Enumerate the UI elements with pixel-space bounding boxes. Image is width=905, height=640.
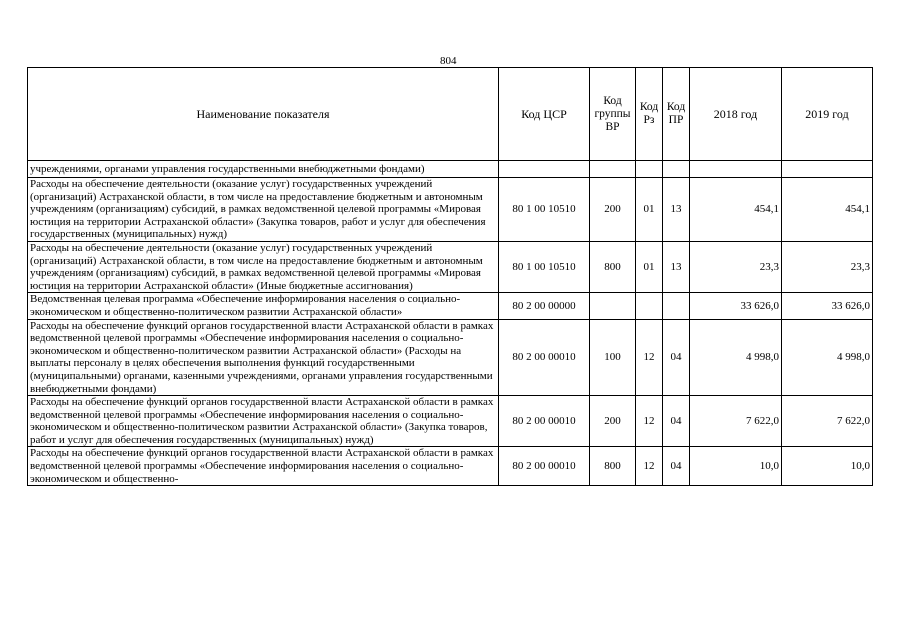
header-pr-code: Код ПР	[663, 68, 690, 161]
row-vr: 200	[590, 178, 636, 242]
row-name: Расходы на обеспечение деятельности (оказание услуг) государственных учреждений (организаций) Астраханской области, в том числе на предоставление бюджетным и автономным учреждениям (организациям) субсидий, в рамках ведомственной целевой программы «Мировая юстиция на территории Астраханской области» (Закупка товаров, работ и услуг для обеспечения государственных (муниципальных) нужд)	[28, 178, 499, 242]
row-rz: 12	[636, 319, 663, 396]
row-name: Ведомственная целевая программа «Обеспечение информирования населения о социально-экономическом и общественно-политическом развитии Астраханской области»	[28, 293, 499, 319]
row-vr	[590, 161, 636, 178]
row-csr: 80 2 00 00010	[499, 396, 590, 447]
row-csr	[499, 161, 590, 178]
row-pr: 13	[663, 241, 690, 292]
row-csr: 80 2 00 00010	[499, 447, 590, 486]
page-number: 804	[440, 55, 457, 67]
header-indicator-name: Наименование показателя	[28, 68, 499, 161]
row-vr: 800	[590, 241, 636, 292]
table-row	[28, 447, 873, 486]
row-2018: 33 626,0	[690, 293, 782, 319]
row-rz: 01	[636, 241, 663, 292]
row-2019: 23,3	[782, 241, 873, 292]
row-rz: 01	[636, 178, 663, 242]
row-2018	[690, 161, 782, 178]
row-2019: 7 622,0	[782, 396, 873, 447]
row-pr: 04	[663, 396, 690, 447]
row-pr	[663, 161, 690, 178]
row-csr: 80 1 00 10510	[499, 241, 590, 292]
row-csr: 80 1 00 10510	[499, 178, 590, 242]
row-2018: 4 998,0	[690, 319, 782, 396]
row-rz: 12	[636, 447, 663, 486]
row-csr: 80 2 00 00010	[499, 319, 590, 396]
row-pr: 13	[663, 178, 690, 242]
header-year-2018: 2018 год	[690, 68, 782, 161]
row-name: Расходы на обеспечение функций органов государственной власти Астраханской области в рамках ведомственной целевой программы «Обеспечение информирования населения о социально-экономическом и общественно-политическом развитии Астраханской области» (Расходы на выплаты персоналу в целях обеспечения выполнения функций государственными (муниципальными) органами, казенными учреждениями, органами управления государственными внебюджетными фондами)	[28, 319, 499, 396]
row-csr: 80 2 00 00000	[499, 293, 590, 319]
table-row	[28, 241, 873, 292]
table-row	[28, 161, 873, 178]
table-row	[28, 396, 873, 447]
row-name: Расходы на обеспечение деятельности (оказание услуг) государственных учреждений (организаций) Астраханской области, в том числе на предоставление бюджетным и автономным учреждениям (организациям) субсидий, в рамках ведомственной целевой программы «Мировая юстиция на территории Астраханской области» (Иные бюджетные ассигнования)	[28, 241, 499, 292]
row-name: Расходы на обеспечение функций органов государственной власти Астраханской области в рамках ведомственной целевой программы «Обеспечение информирования населения о социально-экономическом и общественно-политическом развитии Астраханской области» (Закупка товаров, работ и услуг для обеспечения государственных (муниципальных) нужд)	[28, 396, 499, 447]
row-vr	[590, 293, 636, 319]
header-vr-code: Код группы ВР	[590, 68, 636, 161]
table-row	[28, 319, 873, 396]
row-2019: 4 998,0	[782, 319, 873, 396]
row-vr: 100	[590, 319, 636, 396]
header-csr-code: Код ЦСР	[499, 68, 590, 161]
row-2019: 33 626,0	[782, 293, 873, 319]
header-year-2019: 2019 год	[782, 68, 873, 161]
row-pr: 04	[663, 319, 690, 396]
row-pr	[663, 293, 690, 319]
row-2019: 10,0	[782, 447, 873, 486]
row-vr: 200	[590, 396, 636, 447]
row-2018: 10,0	[690, 447, 782, 486]
row-rz	[636, 293, 663, 319]
row-rz: 12	[636, 396, 663, 447]
row-2018: 23,3	[690, 241, 782, 292]
row-pr: 04	[663, 447, 690, 486]
row-name: Расходы на обеспечение функций органов государственной власти Астраханской области в рамках ведомственной целевой программы «Обеспечение информирования населения о социально-экономическом и общественно-	[28, 447, 499, 486]
row-2019: 454,1	[782, 178, 873, 242]
budget-table	[27, 67, 873, 486]
row-rz	[636, 161, 663, 178]
table-header-row	[28, 68, 873, 161]
row-2019	[782, 161, 873, 178]
table-row	[28, 293, 873, 319]
row-2018: 454,1	[690, 178, 782, 242]
table-row	[28, 178, 873, 242]
row-vr: 800	[590, 447, 636, 486]
header-rz-code: Код Рз	[636, 68, 663, 161]
row-2018: 7 622,0	[690, 396, 782, 447]
row-name: учреждениями, органами управления государственными внебюджетными фондами)	[28, 161, 499, 178]
